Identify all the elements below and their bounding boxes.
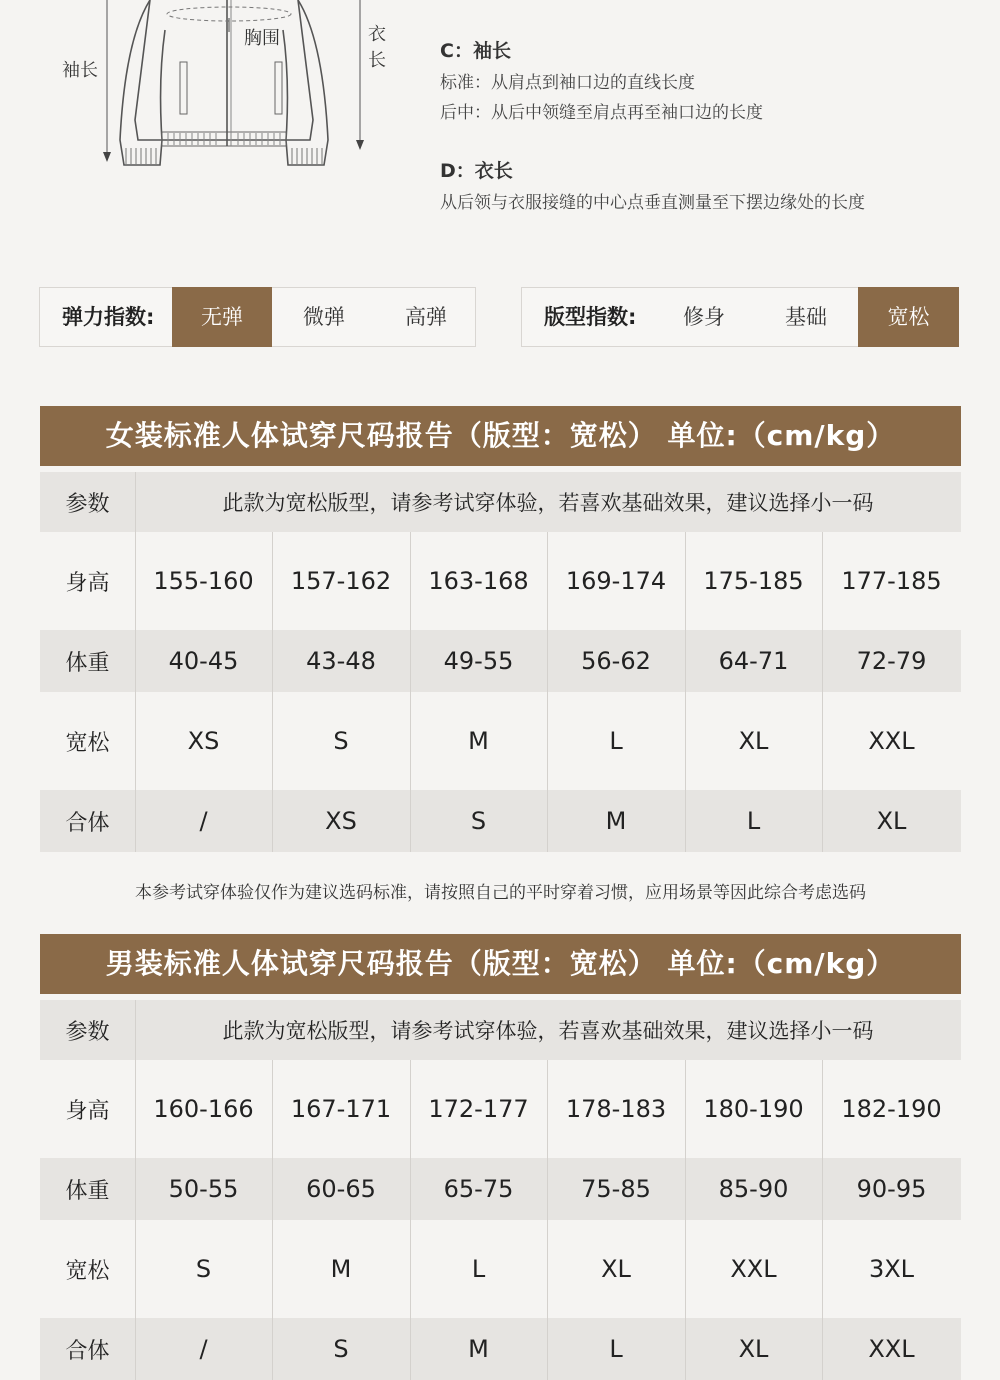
table-cell: XXL [868,727,915,755]
table-cell: L [746,807,761,835]
table-cell: 85-90 [718,1175,789,1203]
table-cell: S [195,1255,212,1283]
table-cell: S [470,807,487,835]
sleeve-note-standard: 标准：从肩点到袖口边的直线长度 [440,73,695,93]
table-cell: S [333,727,349,755]
elasticity-option-none: 无弹 [172,287,272,347]
women-param-row [40,472,961,532]
table-row [40,692,961,790]
length-note-desc: 从后领与衣服接缝的中心点垂直测量至下摆边缘处的长度 [440,193,865,213]
table-cell: 157-162 [290,567,392,595]
table-cell: 64-71 [718,647,789,675]
table-row [40,1060,961,1158]
row-label: 体重 [65,1178,110,1204]
table-row [40,532,961,630]
table-cell: XXL [868,1335,915,1363]
table-cell: / [199,807,208,835]
table-row [40,1220,961,1318]
table-row [40,630,961,692]
table-cell: 43-48 [306,647,376,675]
table-cell: M [330,1255,352,1283]
table-cell: 177-185 [841,567,942,595]
table-cell: XL [738,1335,769,1363]
jacket-measurement-diagram [40,0,400,180]
chest-label: 胸围 [244,28,280,49]
garment-length-label: 衣长 [368,24,386,71]
table-cell: 163-168 [428,567,529,595]
row-label: 合体 [65,1338,110,1364]
elasticity-option-high: 高弹 [405,305,447,329]
table-cell: L [609,727,623,755]
table-cell: / [199,1335,208,1363]
table-row [40,790,961,852]
fit-index [521,287,958,347]
table-cell: 65-75 [443,1175,514,1203]
table-cell: 160-166 [153,1095,254,1123]
elasticity-label: 弹力指数: [62,305,155,329]
table-cell: 182-190 [841,1095,942,1123]
men-size-table [40,934,961,1364]
table-cell: S [333,1335,349,1363]
table-cell: M [468,1335,489,1363]
length-note-title: D：衣长 [440,160,513,182]
table-cell: XXL [730,1255,777,1283]
jacket-outline-graphic [40,0,400,180]
row-label: 身高 [65,570,110,596]
fit-label: 版型指数: [544,305,637,329]
table-cell: L [471,1255,486,1283]
fit-option-regular: 基础 [785,305,827,329]
table-cell: 72-79 [856,647,927,675]
table-cell: 40-45 [168,647,239,675]
sleeve-note-back-center: 后中：从后中领缝至肩点再至袖口边的长度 [440,103,763,123]
param-label: 参数 [65,491,110,517]
table-cell: L [609,1335,623,1363]
table-cell: 172-177 [428,1095,529,1123]
table-cell: XS [325,807,357,835]
table-cell: 3XL [868,1255,915,1283]
table-cell: 180-190 [703,1095,804,1123]
row-label: 体重 [65,650,110,676]
table-cell: XL [876,807,907,835]
row-label: 身高 [65,1098,110,1124]
table-cell: XL [601,1255,631,1283]
param-note: 此款为宽松版型，请参考试穿体验，若喜欢基础效果，建议选择小一码 [222,1019,874,1043]
table-cell: 175-185 [703,567,804,595]
table-cell: 50-55 [168,1175,239,1203]
table-cell: 155-160 [153,567,254,595]
women-table-title: 女装标准人体试穿尺码报告（版型：宽松） 单位:（cm/kg） [40,406,961,466]
fit-option-loose: 宽松 [858,287,959,347]
table-cell: 178-183 [565,1095,667,1123]
table-cell: M [468,727,489,755]
param-label: 参数 [65,1019,110,1045]
table-row [40,1158,961,1220]
sleeve-note-title: C：袖长 [440,40,511,62]
table-cell: M [605,807,627,835]
men-param-row [40,1000,961,1060]
table-cell: 60-65 [306,1175,376,1203]
table-cell: 75-85 [581,1175,651,1203]
sizing-footnote: 本参考试穿体验仅作为建议选码标准，请按照自己的平时穿着习惯，应用场景等因此综合考虑选码 [135,883,866,903]
sleeve-length-label: 袖长 [62,60,98,81]
elasticity-index [39,287,476,347]
table-cell: 169-174 [565,567,667,595]
table-cell: 90-95 [856,1175,927,1203]
table-cell: 56-62 [581,647,651,675]
table-row [40,1318,961,1380]
table-cell: 167-171 [290,1095,392,1123]
table-cell: XS [187,727,220,755]
row-label: 合体 [65,810,110,836]
women-size-table [40,406,961,852]
fit-option-slim: 修身 [683,305,725,329]
men-table-title: 男装标准人体试穿尺码报告（版型：宽松） 单位:（cm/kg） [40,934,961,994]
row-label: 宽松 [65,1258,110,1284]
row-label: 宽松 [65,730,110,756]
elasticity-option-slight: 微弹 [303,305,345,329]
table-cell: 49-55 [443,647,514,675]
table-cell: XL [738,727,769,755]
param-note: 此款为宽松版型，请参考试穿体验，若喜欢基础效果，建议选择小一码 [222,491,874,515]
